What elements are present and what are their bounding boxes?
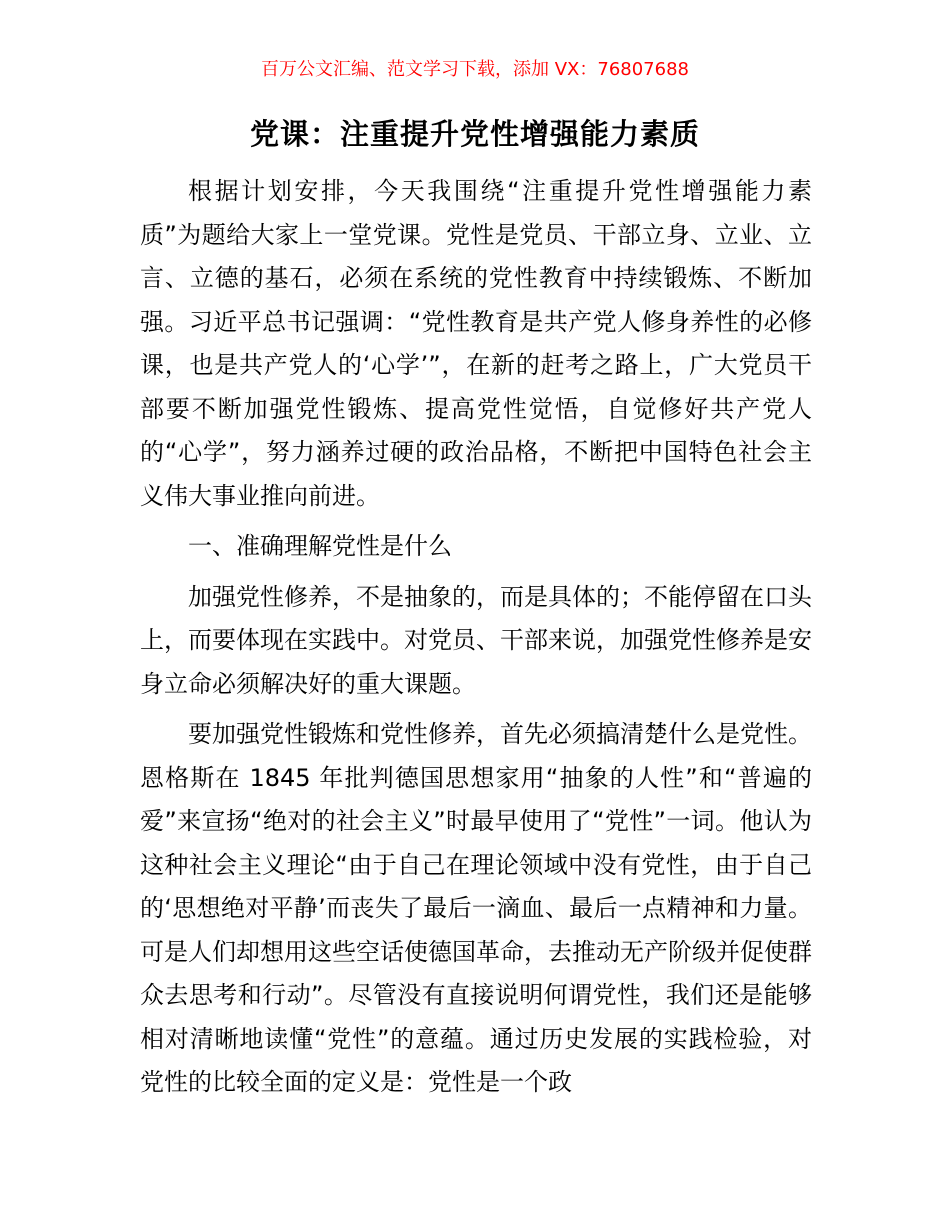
page-title: 党课：注重提升党性增强能力素质 — [249, 117, 700, 151]
section-heading-1: 一、准确理解党性是什么 — [188, 532, 452, 560]
header-note: 百万公文汇编、范文学习下载，添加 VX：76807688 — [261, 59, 689, 80]
paragraph-intro: 根据计划安排，今天我围绕“注重提升党性增强能力素质”为题给大家上一堂党课。党性是党员、干部立身、立业、立言、立德的基石，必须在系统的党性教育中持续锻炼、不断加强。习近平总书记强调：“党性教育是共产党人修身养性的必修课，也是共产党人的‘心学’”，在新的赶考之路上，广大党员干部要不断加强党性锻炼、提高党性觉悟，自觉修好共产党人的“心学”，努力涵养过硬的政治品格，不断把中国特色社会主义伟大事业推向前进。 — [140, 177, 812, 510]
document-body — [140, 170, 812, 1105]
paragraph-section-1-b: 要加强党性锻炼和党性修养，首先必须搞清楚什么是党性。恩格斯在 1845 年批判德国思想家用“抽象的人性”和“普遍的爱”来宣扬“绝对的社会主义”时最早使用了“党性”一词。他认为这种社会主义理论“由于自己在理论领域中没有党性，由于自己的‘思想绝对平静’而丧失了最后一滴血、最后一点精神和力量。可是人们却想用这些空话使德国革命，去推动无产阶级并促使群众去思考和行动”。尽管没有直接说明何谓党性，我们还是能够相对清晰地读懂“党性”的意蕴。通过历史发展的实践检验，对党性的比较全面的定义是：党性是一个政 — [140, 720, 812, 1096]
paragraph-section-1-a: 加强党性修养，不是抽象的，而是具体的；不能停留在口头上，而要体现在实践中。对党员、干部来说，加强党性修养是安身立命必须解决好的重大课题。 — [140, 582, 812, 698]
